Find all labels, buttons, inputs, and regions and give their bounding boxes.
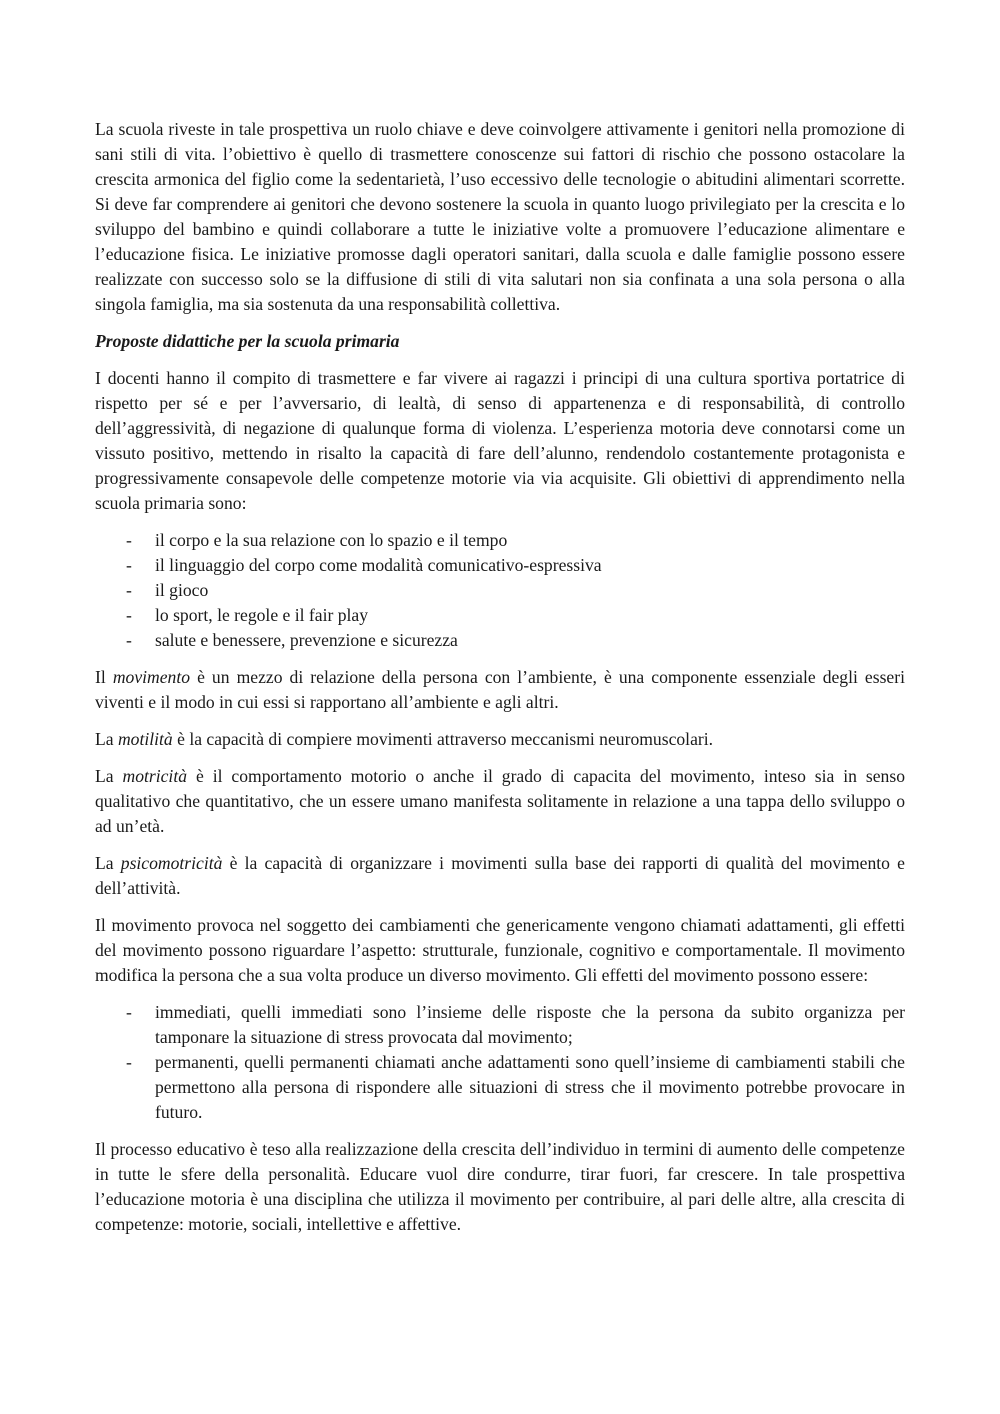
paragraph-movimento-definition bbox=[95, 665, 905, 715]
list-item bbox=[95, 603, 905, 628]
list-item bbox=[95, 1000, 905, 1050]
text-run: Il bbox=[95, 667, 113, 687]
text-run: è la capacità di organizzare i movimenti sulla base dei rapporti di qualità del movimento e dell’attività. bbox=[95, 853, 905, 898]
list-item-text: permanenti, quelli permanenti chiamati anche adattamenti sono quell’insieme di cambiamenti stabili che permettono alla persona di rispondere alle situazioni di stress che il movimento potrebbe provocare in futuro. bbox=[155, 1052, 905, 1122]
term-movimento: movimento bbox=[112, 667, 191, 687]
paragraph-teachers-task: I docenti hanno il compito di trasmettere e far vivere ai ragazzi i principi di una cultura sportiva portatrice di rispetto per sé e per l’avversario, di lealtà, di senso di appartenenza e di responsabilità, di controllo dell’aggressività, di negazione di qualunque forma di violenza. L’esperienza motoria deve connotarsi come un vissuto positivo, mettendo in risalto la capacità di fare dell’alunno, rendendolo costantemente protagonista e progressivamente consapevole delle competenze motorie via via acquisite. Gli obiettivi di apprendimento nella scuola primaria sono: bbox=[95, 368, 905, 513]
document-page bbox=[95, 117, 905, 1249]
list-item-text: lo sport, le regole e il fair play bbox=[155, 605, 369, 625]
text-run: La bbox=[95, 766, 123, 786]
dash-bullet: - bbox=[126, 580, 132, 600]
list-item bbox=[95, 1050, 905, 1125]
dash-bullet: - bbox=[126, 555, 132, 575]
text-run: è un mezzo di relazione della persona con l’ambiente, è una componente essenziale degli esseri viventi e il modo in cui essi si rapportano all’ambiente e agli altri. bbox=[95, 667, 905, 712]
objectives-list bbox=[95, 528, 905, 653]
list-item-text: il corpo e la sua relazione con lo spazio e il tempo bbox=[155, 530, 508, 550]
list-item-text: salute e benessere, prevenzione e sicurezza bbox=[155, 630, 458, 650]
paragraph-movement-effects: Il movimento provoca nel soggetto dei cambiamenti che genericamente vengono chiamati adattamenti, gli effetti del movimento possono riguardare l’aspetto: strutturale, funzionale, cognitivo e comportamentale. Il movimento modifica la persona che a sua volta produce un diverso movimento. Gli effetti del movimento possono essere: bbox=[95, 915, 905, 985]
text-run: è il comportamento motorio o anche il grado di capacita del movimento, inteso sia in senso qualitativo che quantitativo, che un essere umano manifesta solitamente in relazione a una tappa dello sviluppo o ad un’età. bbox=[95, 766, 905, 836]
text-run: La bbox=[95, 853, 121, 873]
dash-bullet: - bbox=[126, 1002, 132, 1022]
list-item bbox=[95, 528, 905, 553]
list-item bbox=[95, 578, 905, 603]
paragraph-motilita-definition bbox=[95, 727, 905, 752]
text-run: è la capacità di compiere movimenti attraverso meccanismi neuromuscolari. bbox=[172, 729, 714, 749]
list-item bbox=[95, 628, 905, 653]
dash-bullet: - bbox=[126, 605, 132, 625]
paragraph-motricita-definition bbox=[95, 764, 905, 839]
dash-bullet: - bbox=[126, 1052, 132, 1072]
list-item bbox=[95, 553, 905, 578]
term-motilita: motilità bbox=[117, 729, 173, 749]
term-motricita: motricità bbox=[122, 766, 188, 786]
paragraph-educational-process: Il processo educativo è teso alla realizzazione della crescita dell’individuo in termini di aumento delle competenze in tutte le sfere della personalità. Educare vuol dire condurre, tirar fuori, far crescere. In tale prospettiva l’educazione motoria è una disciplina che utilizza il movimento per contribuire, al pari delle altre, alla crescita di competenze: motorie, sociali, intellettive e affettive. bbox=[95, 1139, 905, 1234]
text-run: La bbox=[95, 729, 118, 749]
effects-list bbox=[95, 1000, 905, 1125]
paragraph-psicomotricita-definition bbox=[95, 851, 905, 901]
dash-bullet: - bbox=[126, 630, 132, 650]
list-item-text: il gioco bbox=[155, 580, 209, 600]
list-item-text: il linguaggio del corpo come modalità comunicativo-espressiva bbox=[155, 555, 602, 575]
paragraph-school-role: La scuola riveste in tale prospettiva un ruolo chiave e deve coinvolgere attivamente i genitori nella promozione di sani stili di vita. l’obiettivo è quello di trasmettere conoscenze sui fattori di rischio che possono ostacolare la crescita armonica del figlio come la sedentarietà, l’uso eccessivo delle tecnologie o abitudini alimentari scorrette. Si deve far comprendere ai genitori che devono sostenere la scuola in quanto luogo privilegiato per la crescita e lo sviluppo del bambino e quindi collaborare a tutte le iniziative volte a promuovere l’educazione alimentare e l’educazione fisica. Le iniziative promosse dagli operatori sanitari, dalla scuola e dalle famiglie possono essere realizzate con successo solo se la diffusione di stili di vita salutari non sia confinata a una sola persona o alla singola famiglia, ma sia sostenuta da una responsabilità collettiva. bbox=[95, 119, 905, 314]
list-item-text: immediati, quelli immediati sono l’insieme delle risposte che la persona da subito organizza per tamponare la situazione di stress provocata dal movimento; bbox=[155, 1002, 905, 1047]
section-heading: Proposte didattiche per la scuola primaria bbox=[95, 331, 400, 351]
term-psicomotricita: psicomotricità bbox=[120, 853, 223, 873]
dash-bullet: - bbox=[126, 530, 132, 550]
